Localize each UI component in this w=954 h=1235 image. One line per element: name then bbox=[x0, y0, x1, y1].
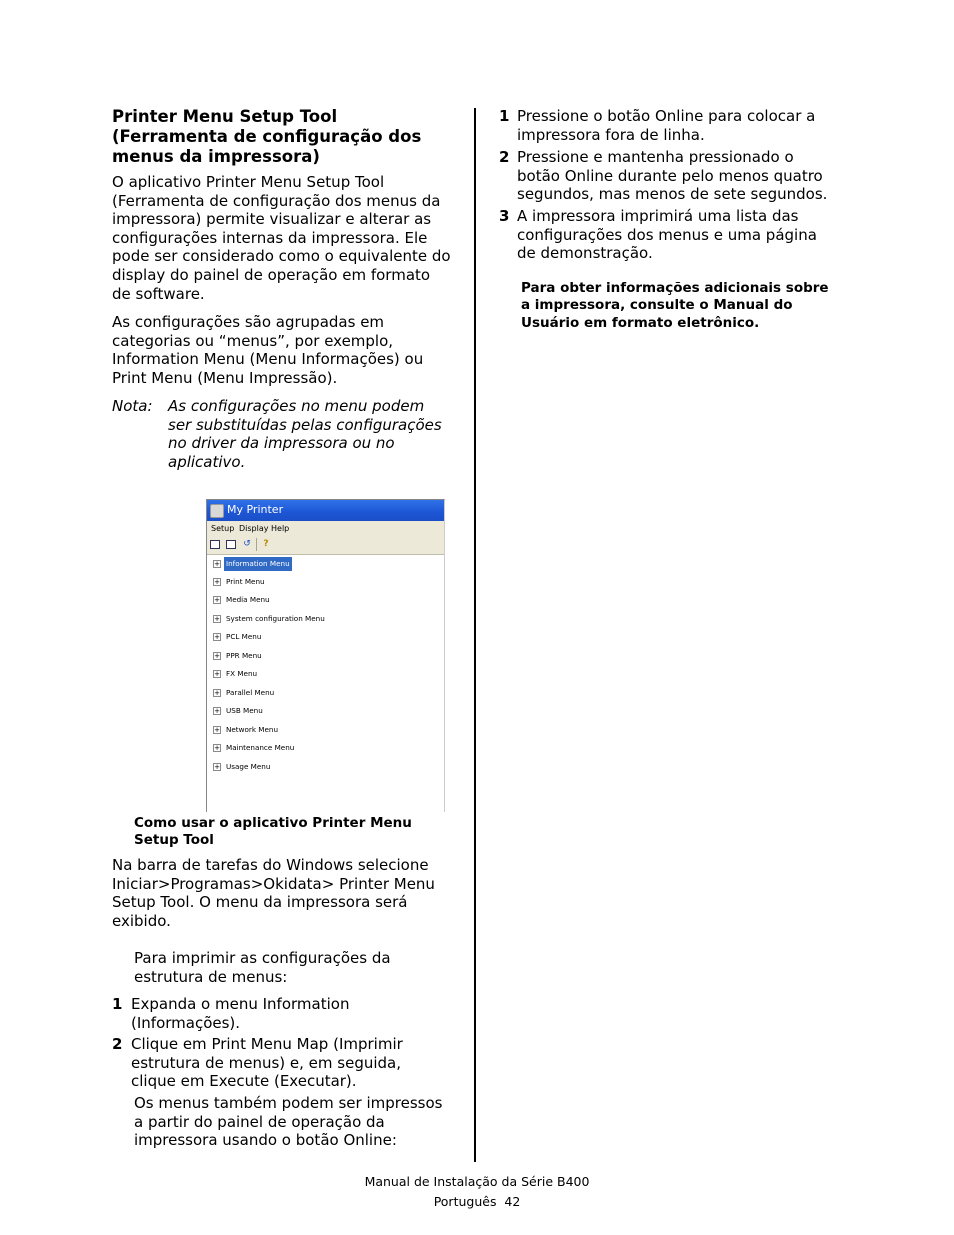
intro-paragraph bbox=[112, 173, 467, 303]
expand-icon: + bbox=[214, 652, 220, 660]
text-line: a partir do painel de operação da bbox=[134, 1112, 385, 1131]
text-line: de demonstração. bbox=[517, 244, 653, 263]
text-line: clique em Execute (Executar). bbox=[131, 1072, 357, 1091]
text-line: Na barra de tarefas do Windows selecione bbox=[112, 856, 429, 874]
tree-item-label: Media Menu bbox=[226, 595, 270, 604]
tree-item-label: Print Menu bbox=[226, 577, 265, 586]
text-line: pode ser considerado como o equivalente do bbox=[112, 247, 451, 266]
how-to-heading bbox=[134, 815, 454, 850]
heading-line: menus da impressora) bbox=[112, 147, 320, 166]
text-line: configurações internas da impressora. Ele bbox=[112, 228, 428, 247]
text-line: categorias ou “menus”, por exemplo, bbox=[112, 331, 394, 350]
tree-item-label: System configuration Menu bbox=[226, 614, 325, 623]
text-line: Usuário em formato eletrônico. bbox=[521, 314, 760, 331]
tree-item-label: Maintenance Menu bbox=[226, 743, 295, 752]
text-line: (Ferramenta de configuração dos menus da bbox=[112, 191, 441, 210]
text-line: segundos, mas menos de sete segundos. bbox=[517, 185, 828, 204]
menu-setup: Setup bbox=[211, 524, 235, 533]
note-label: Nota: bbox=[112, 397, 153, 415]
print-intro bbox=[134, 949, 464, 986]
text-line: Setup Tool. O menu da impressora será bbox=[112, 893, 408, 912]
window-title: My Printer bbox=[227, 503, 284, 516]
text-line: Iniciar>Programas>Okidata> Printer Menu bbox=[112, 874, 435, 893]
text-line: As configurações são agrupadas em bbox=[112, 313, 385, 331]
section-heading bbox=[112, 107, 462, 167]
text-line: O aplicativo Printer Menu Setup Tool bbox=[112, 173, 385, 191]
step-number: 1 bbox=[112, 995, 123, 1013]
tree-item-label: PCL Menu bbox=[226, 632, 262, 641]
heading-line: (Ferramenta de configuração dos bbox=[112, 127, 422, 146]
step-number: 2 bbox=[499, 148, 510, 166]
expand-icon: + bbox=[214, 763, 220, 771]
right-step-3 bbox=[499, 207, 849, 265]
menu-help: Help bbox=[271, 524, 290, 533]
tree-item-label: PPR Menu bbox=[226, 651, 262, 660]
footer-manual-title: Manual de Instalação da Série B400 bbox=[364, 1174, 590, 1189]
menu-display: Display bbox=[239, 524, 269, 533]
step-number: 1 bbox=[499, 107, 510, 125]
printer-icon bbox=[210, 504, 224, 518]
window-titlebar bbox=[207, 500, 444, 521]
step-text bbox=[517, 207, 817, 263]
tree-item-label: Usage Menu bbox=[226, 762, 271, 771]
text-line: Os menus também podem ser impressos bbox=[134, 1094, 443, 1112]
text-line: Expanda o menu Information bbox=[131, 995, 350, 1013]
text-line: display do painel de operação em formato bbox=[112, 265, 431, 284]
text-line: configurações dos menus e uma página bbox=[517, 225, 817, 244]
apply-icon bbox=[210, 540, 220, 549]
window-toolbar bbox=[207, 536, 444, 555]
text-line: estrutura de menus) e, em seguida, bbox=[131, 1053, 402, 1072]
footer-page-number: Português 42 bbox=[433, 1193, 521, 1209]
expand-icon: + bbox=[214, 707, 220, 715]
right-step-2 bbox=[499, 148, 849, 206]
expand-icon: + bbox=[214, 689, 220, 697]
column-divider bbox=[474, 108, 476, 1162]
text-line: Pressione e mantenha pressionado o bbox=[517, 148, 794, 166]
text-line: Pressione o botão Online para colocar a bbox=[517, 107, 816, 125]
expand-icon: + bbox=[214, 560, 220, 568]
step-text bbox=[131, 995, 349, 1032]
panel-paragraph bbox=[134, 1094, 464, 1150]
expand-icon: + bbox=[214, 578, 220, 586]
text-line: A impressora imprimirá uma lista das bbox=[517, 207, 799, 225]
text-line: Information Menu (Menu Informações) ou bbox=[112, 350, 424, 369]
window-menubar bbox=[207, 521, 444, 536]
apply-all-icon bbox=[226, 540, 236, 549]
text-line: aplicativo. bbox=[168, 452, 246, 471]
tree-item-label: FX Menu bbox=[226, 669, 258, 678]
text-line: a impressora, consulte o Manual do bbox=[521, 297, 793, 314]
tree-item-label: Parallel Menu bbox=[226, 688, 275, 697]
text-line: Print Menu (Menu Impressão). bbox=[112, 368, 338, 387]
printer-menu-screenshot bbox=[206, 499, 445, 812]
tree-item-label: Information Menu bbox=[224, 557, 292, 571]
text-line: (Informações). bbox=[131, 1013, 241, 1032]
expand-icon: + bbox=[214, 615, 220, 623]
expand-icon: + bbox=[214, 596, 220, 604]
text-line: exibido. bbox=[112, 911, 171, 930]
text-line: impressora fora de linha. bbox=[517, 125, 705, 144]
text-line: botão Online durante pelo menos quatro bbox=[517, 166, 823, 185]
refresh-icon: ↺ bbox=[243, 539, 251, 549]
page-footer bbox=[277, 1172, 677, 1211]
step-1 bbox=[112, 995, 467, 1035]
note-text bbox=[168, 397, 468, 471]
help-icon: ? bbox=[263, 539, 269, 549]
text-line: de software. bbox=[112, 284, 205, 303]
step-number: 3 bbox=[499, 207, 510, 225]
text-line: no driver da impressora ou no bbox=[168, 434, 395, 453]
step-text bbox=[517, 107, 815, 144]
expand-icon: + bbox=[214, 670, 220, 678]
text-line: Como usar o aplicativo Printer Menu bbox=[134, 815, 412, 831]
step-text bbox=[517, 148, 827, 204]
tree-item-label: USB Menu bbox=[226, 706, 263, 715]
expand-icon: + bbox=[214, 726, 220, 734]
expand-icon: + bbox=[214, 744, 220, 752]
step-number: 2 bbox=[112, 1035, 123, 1053]
heading-line: Printer Menu Setup Tool bbox=[112, 107, 338, 126]
text-line: estrutura de menus: bbox=[134, 967, 288, 986]
text-line: Setup Tool bbox=[134, 832, 214, 849]
text-line: ser substituídas pelas configurações bbox=[168, 415, 442, 434]
tree-item-label: Network Menu bbox=[226, 725, 279, 734]
taskbar-paragraph bbox=[112, 856, 467, 930]
step-2 bbox=[112, 1035, 467, 1093]
manual-reference-note bbox=[521, 280, 861, 332]
right-step-1 bbox=[499, 107, 849, 147]
text-line: As configurações no menu podem bbox=[168, 397, 425, 415]
text-line: Clique em Print Menu Map (Imprimir bbox=[131, 1035, 403, 1053]
step-text bbox=[131, 1035, 403, 1091]
text-line: impressora usando o botão Online: bbox=[134, 1131, 397, 1150]
toolbar-separator bbox=[256, 538, 257, 551]
text-line: Para obter informações adicionais sobre bbox=[521, 280, 829, 296]
categories-paragraph bbox=[112, 313, 467, 387]
text-line: impressora) permite visualizar e alterar as bbox=[112, 210, 432, 229]
expand-icon: + bbox=[214, 633, 220, 641]
text-line: Para imprimir as configurações da bbox=[134, 949, 391, 967]
